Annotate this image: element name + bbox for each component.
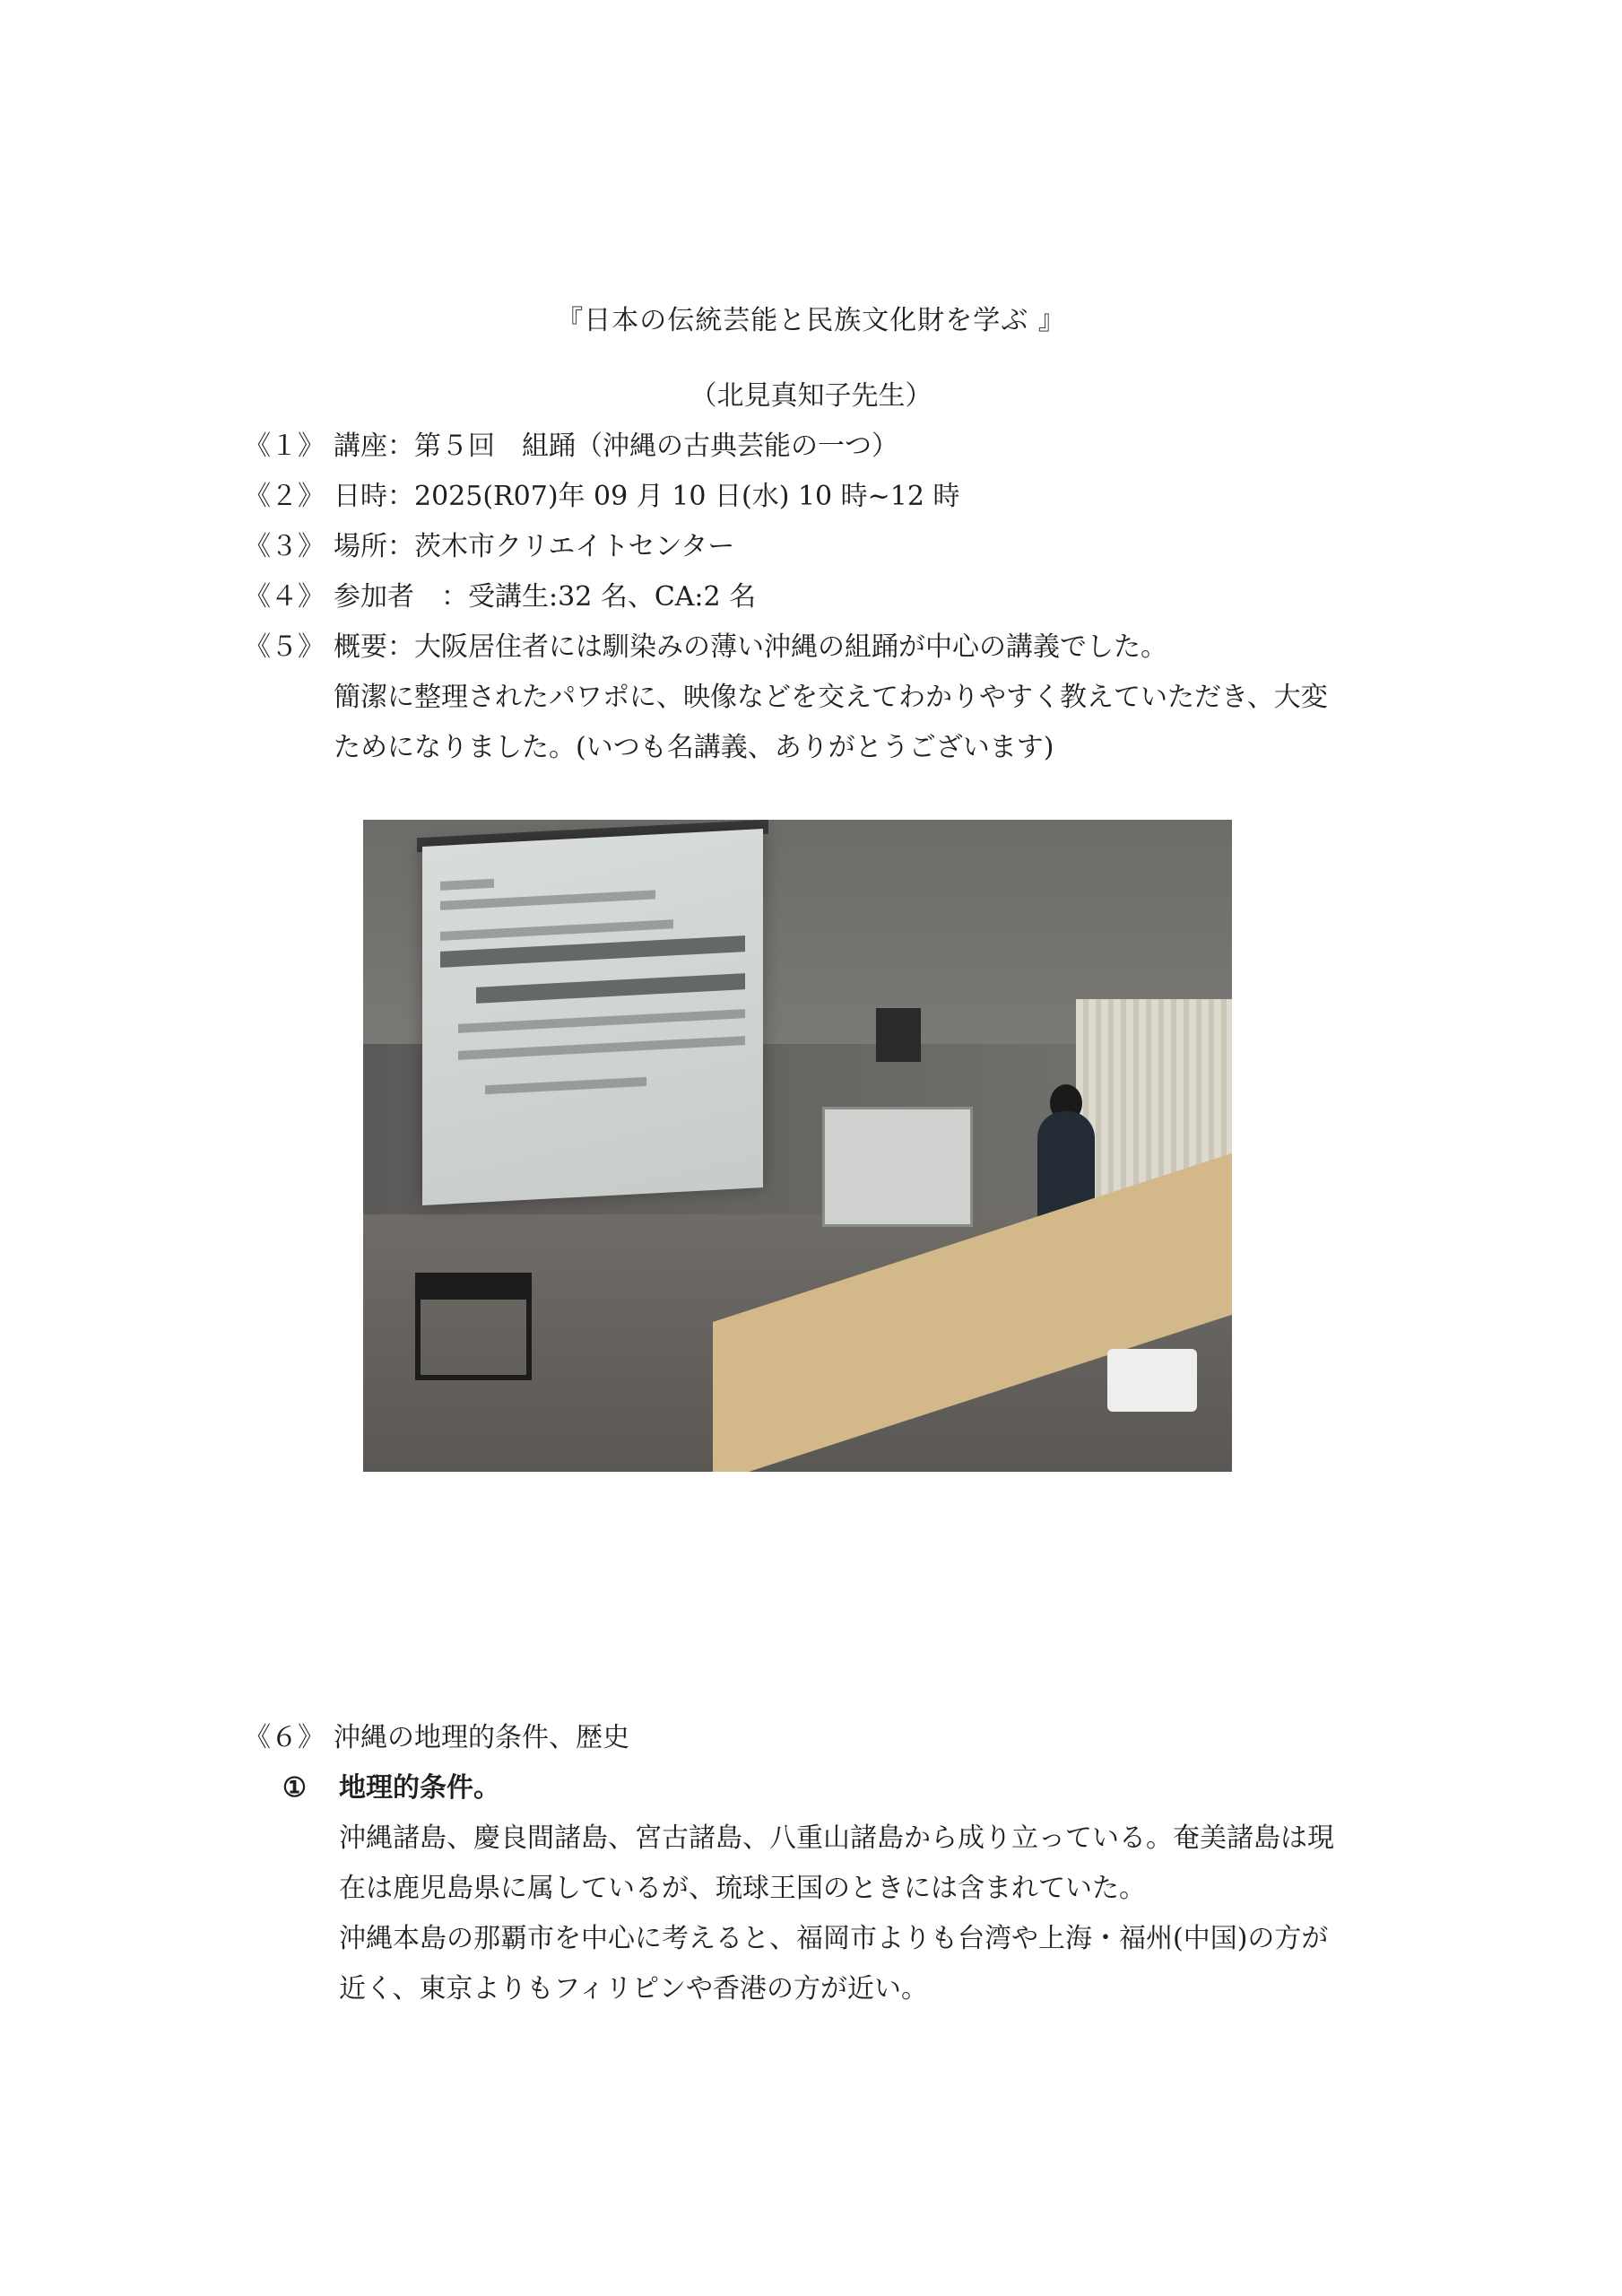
item-number: 《４》 bbox=[244, 581, 325, 613]
item-location: 場所：茨木市クリエイトセンター bbox=[334, 531, 735, 562]
chair bbox=[415, 1273, 532, 1380]
item-number: 《５》 bbox=[244, 631, 325, 663]
summary-line: 簡潔に整理されたパワポに、映像などを交えてわかりやすく教えていただき、大変 bbox=[334, 682, 1328, 713]
paragraph-line: 沖縄諸島、慶良間諸島、宮古諸島、八重山諸島から成り立っている。奄美諸島は現 bbox=[339, 1822, 1334, 1854]
item-number: 《１》 bbox=[244, 430, 325, 462]
item-number: 《２》 bbox=[244, 481, 325, 512]
whiteboard bbox=[822, 1107, 973, 1227]
item-number: 《３》 bbox=[244, 531, 325, 562]
item-datetime: 日時：2025(R07)年 09 月 10 日(水) 10 時~12 時 bbox=[334, 481, 960, 512]
item-summary: 概要：大阪居住者には馴染みの薄い沖縄の組踊が中心の講義でした。 bbox=[334, 631, 1167, 663]
projector bbox=[1107, 1349, 1197, 1412]
wall-speaker bbox=[876, 1008, 921, 1062]
projection-screen bbox=[422, 829, 763, 1205]
paragraph-line: 在は鹿児島県に属しているが、琉球王国のときには含まれていた。 bbox=[339, 1873, 1146, 1904]
paragraph-line: 近く、東京よりもフィリピンや香港の方が近い。 bbox=[339, 1973, 928, 2005]
document-title: 『日本の伝統芸能と民族文化財を学ぶ 』 bbox=[556, 305, 1066, 336]
section-heading: 沖縄の地理的条件、歴史 bbox=[334, 1722, 629, 1753]
lecture-photo bbox=[363, 820, 1232, 1472]
summary-line: ためになりました。(いつも名講義、ありがとうございます) bbox=[334, 732, 1054, 763]
paragraph-line: 沖縄本島の那覇市を中心に考えると、福岡市よりも台湾や上海・福州(中国)の方が bbox=[339, 1923, 1329, 1954]
teacher-name: （北見真知子先生） bbox=[690, 380, 932, 412]
item-lecture: 講座：第５回 組踊（沖縄の古典芸能の一つ） bbox=[334, 430, 898, 462]
section-number: 《６》 bbox=[244, 1722, 325, 1753]
subsection-number: ① bbox=[282, 1772, 307, 1804]
item-participants: 参加者 ：受講生:32 名、CA:2 名 bbox=[334, 581, 757, 613]
subsection-heading: 地理的条件。 bbox=[339, 1772, 500, 1804]
